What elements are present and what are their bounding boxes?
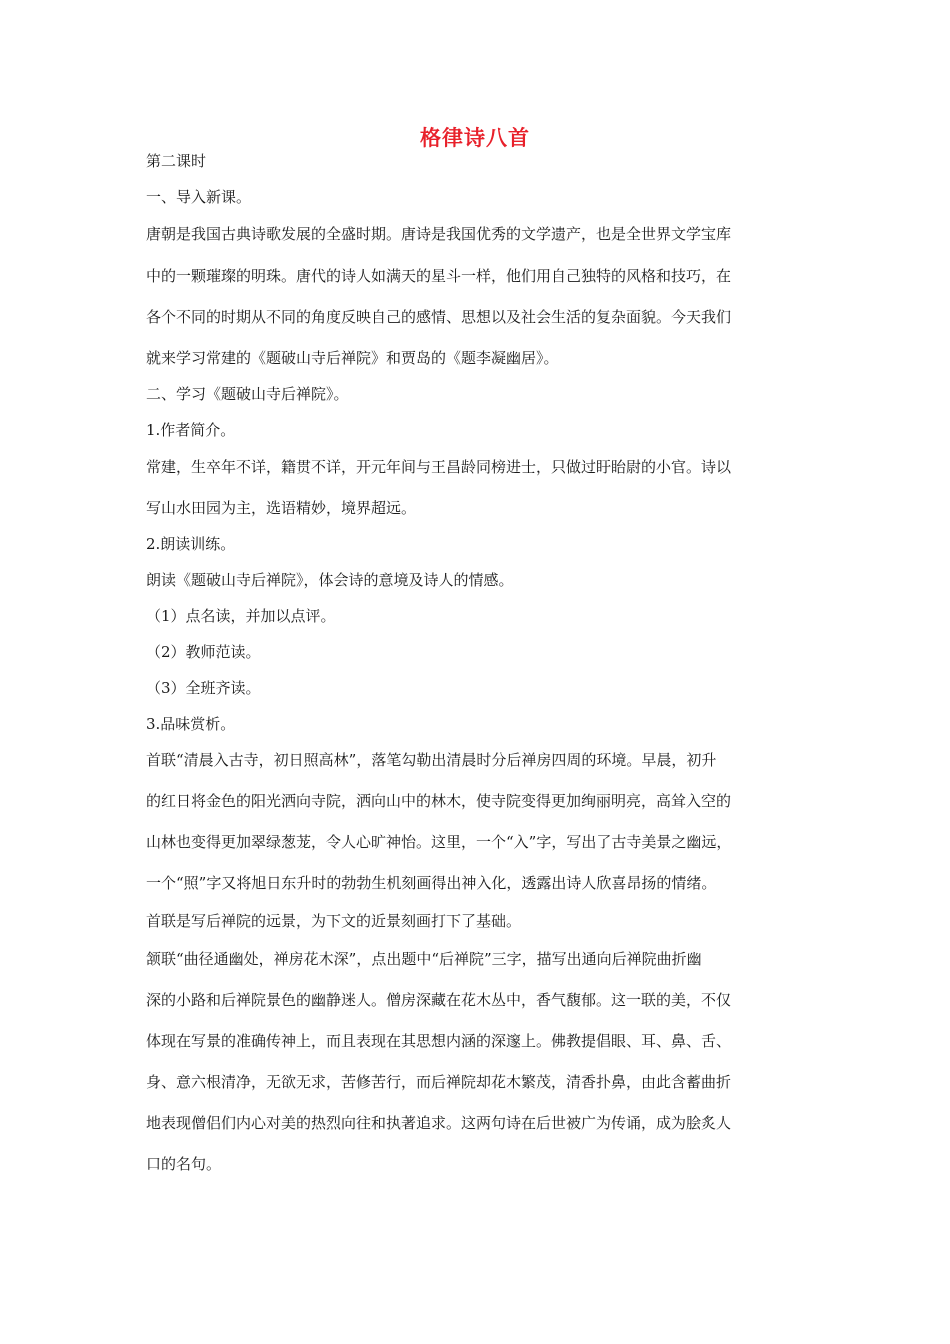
paragraph-line: 的红日将金色的阳光洒向寺院，洒向山中的林木，使寺院变得更加绚丽明亮，高耸入空的: [146, 792, 732, 810]
paragraph-line: 一个“照”字又将旭日东升时的勃勃生机刻画得出神入化，透露出诗人欣喜昂扬的情绪。: [146, 874, 717, 892]
list-item: （1）点名读，并加以点评。: [146, 607, 336, 625]
document-title: 格律诗八首: [420, 125, 530, 150]
paragraph-line: 写山水田园为主，选语精妙，境界超远。: [146, 499, 417, 517]
paragraph-line: 各个不同的时期从不同的角度反映自己的感情、思想以及社会生活的复杂面貌。今天我们: [146, 308, 732, 326]
paragraph-line: 身、意六根清净，无欲无求，苦修苦行，而后禅院却花木繁茂，清香扑鼻，由此含蓄曲折: [146, 1073, 732, 1091]
paragraph-line: 朗读《题破山寺后禅院》，体会诗的意境及诗人的情感。: [146, 571, 514, 589]
subsection-heading: 3.品味赏析。: [146, 715, 236, 733]
paragraph-line: 口的名句。: [146, 1155, 222, 1173]
list-item: （3）全班齐读。: [146, 679, 261, 697]
subsection-heading: 1.作者简介。: [146, 421, 236, 439]
paragraph-line: 颔联“曲径通幽处，禅房花木深”，点出题中“后禅院”三字，描写出通向后禅院曲折幽: [146, 950, 702, 968]
lesson-label: 第二课时: [146, 152, 207, 170]
paragraph-line: 首联是写后禅院的远景，为下文的近景刻画打下了基础。: [146, 912, 522, 930]
paragraph-line: 地表现僧侣们内心对美的热烈向往和执著追求。这两句诗在后世被广为传诵，成为脍炙人: [146, 1114, 732, 1132]
paragraph-line: 首联“清晨入古寺，初日照高林”，落笔勾勒出清晨时分后禅房四周的环境。早晨，初升: [146, 751, 717, 769]
paragraph-line: 唐朝是我国古典诗歌发展的全盛时期。唐诗是我国优秀的文学遗产，也是全世界文学宝库: [146, 225, 732, 243]
paragraph-line: 深的小路和后禅院景色的幽静迷人。僧房深藏在花木丛中，香气馥郁。这一联的美，不仅: [146, 991, 732, 1009]
section-heading: 二、学习《题破山寺后禅院》。: [146, 385, 349, 403]
paragraph-line: 山林也变得更加翠绿葱茏，令人心旷神怡。这里，一个“入”字，写出了古寺美景之幽远，: [146, 833, 732, 851]
section-heading: 一、导入新课。: [146, 188, 252, 206]
list-item: （2）教师范读。: [146, 643, 261, 661]
subsection-heading: 2.朗读训练。: [146, 535, 236, 553]
paragraph-line: 就来学习常建的《题破山寺后禅院》和贾岛的《题李凝幽居》。: [146, 349, 559, 367]
paragraph-line: 中的一颗璀璨的明珠。唐代的诗人如满天的星斗一样，他们用自己独特的风格和技巧，在: [146, 267, 732, 285]
paragraph-line: 体现在写景的准确传神上，而且表现在其思想内涵的深邃上。佛教提倡眼、耳、鼻、舌、: [146, 1032, 732, 1050]
paragraph-line: 常建，生卒年不详，籍贯不详，开元年间与王昌龄同榜进士，只做过盱眙尉的小官。诗以: [146, 458, 732, 476]
